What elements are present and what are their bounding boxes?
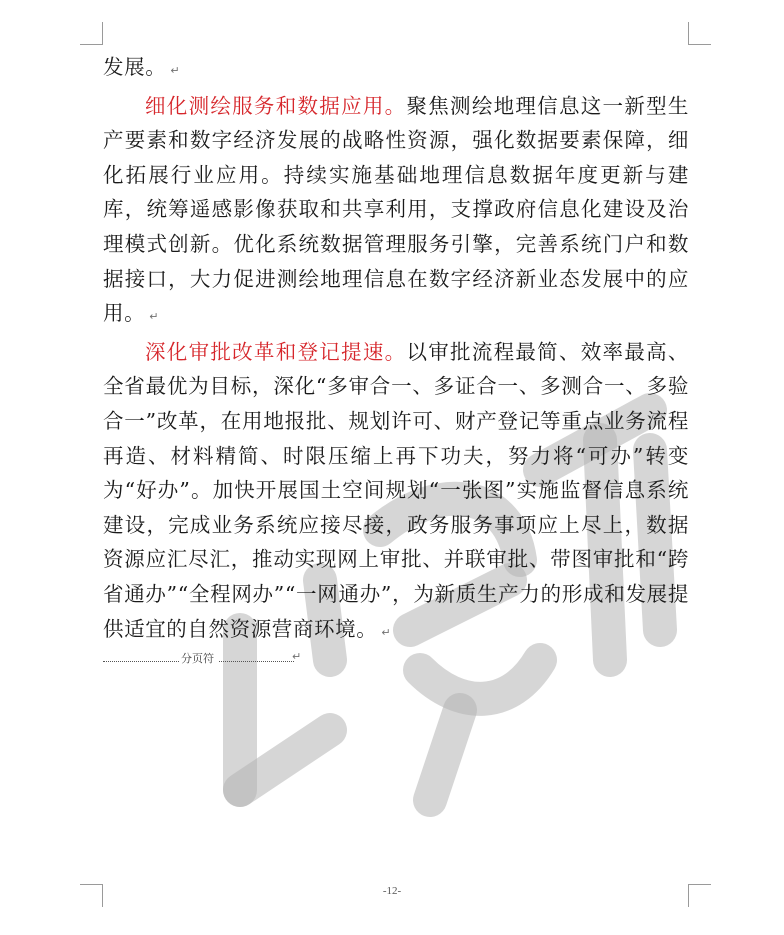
section-heading-approval: 深化审批改革和登记提速。 (145, 339, 407, 364)
page-break-dotted-line (219, 661, 294, 662)
crop-mark-top-right (688, 22, 711, 45)
crop-mark-top-left (80, 22, 103, 45)
section-heading-mapping: 细化测绘服务和数据应用。 (145, 93, 407, 118)
document-body (103, 50, 689, 650)
page-break-marker (103, 648, 302, 665)
paragraph-body-approval: 以审批流程最简、效率最高、全省最优为目标，深化“多审合一、多证合一、多测合一、多验合一”改革，在用地报批、规划许可、财产登记等重点业务流程再造、材料精简、时限压缩上再下功夫，努力将“可办”转变为“好办”。加快开展国土空间规划“一张图”实施监督信息系统建设，完成业务系统应接尽接，政务服务事项应上尽上，数据资源应汇尽汇，推动实现网上审批、并联审批、带图审批和“跨省通办”“全程网办”“一网通办”，为新质生产力的形成和发展提供适宜的自然资源营商环境。 (103, 339, 689, 641)
paragraph-mark: ↵ (381, 625, 391, 639)
paragraph-approval-reform (103, 335, 689, 650)
paragraph-body-mapping: 聚焦测绘地理信息这一新型生产要素和数字经济发展的战略性资源，强化数据要素保障，细化拓展行业应用。持续实施基础地理信息数据年度更新与建库，统筹遥感影像获取和共享利用，支撑政府信息化建设及治理模式创新。优化系统数据管理服务引擎，完善系统门户和数据接口，大力促进测绘地理信息在数字经济新业态发展中的应用。 (103, 93, 689, 326)
page-break-dotted-line (103, 661, 179, 662)
paragraph-mark: ↵ (149, 310, 159, 324)
paragraph-mark: ↵ (292, 650, 302, 663)
paragraph-continuation: 发展。 ↵ (103, 55, 180, 79)
paragraph-mapping-services (103, 89, 689, 335)
page-number: -12- (382, 885, 402, 897)
page-break-label: 分页符 (181, 652, 214, 665)
paragraph-mark: ↵ (170, 64, 180, 77)
